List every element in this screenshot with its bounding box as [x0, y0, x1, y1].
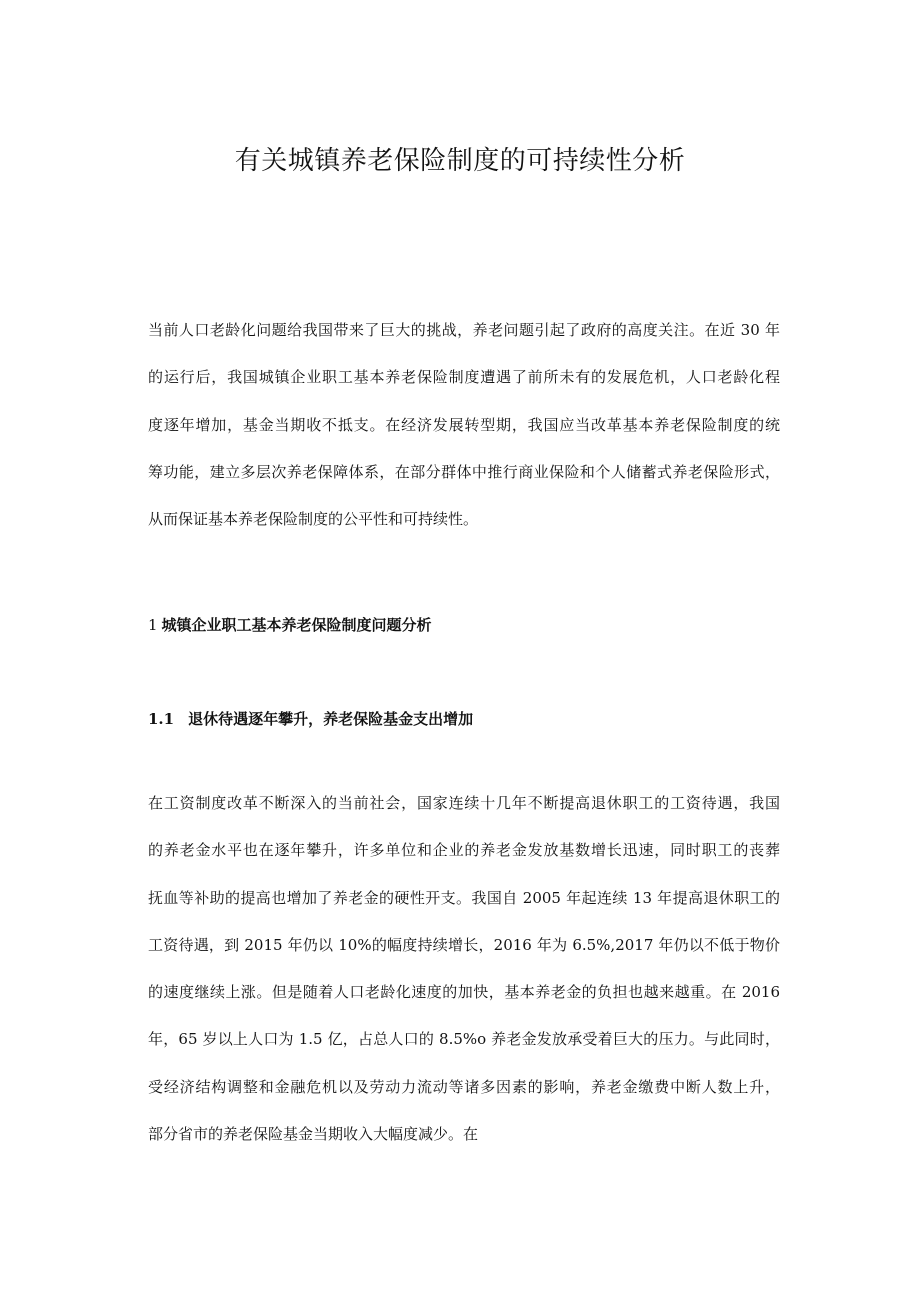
- body-paragraph: [148, 780, 780, 1158]
- subsection-title: 退休待遇逐年攀升，养老保险基金支出增加: [188, 710, 474, 728]
- text-line: 筹功能，建立多层次养老保障体系，在部分群体中推行商业保险和个人储蓄式养老保险形式，: [148, 462, 780, 481]
- text-line: 的速度继续上涨。但是随着人口老龄化速度的加快，基本养老金的负担也越来越重。在 2016: [148, 983, 780, 1002]
- text-line: 从而保证基本养老保险制度的公平性和可持续性。: [148, 510, 479, 529]
- intro-paragraph: [148, 307, 780, 543]
- subsection-number: 1.1: [148, 710, 175, 728]
- text-line: 度逐年增加，基金当期收不抵支。在经济发展转型期，我国应当改革基本养老保险制度的统: [148, 415, 780, 434]
- document-title: 有关城镇养老保险制度的可持续性分析: [234, 146, 686, 176]
- text-line: 受经济结构调整和金融危机以及劳动力流动等诸多因素的影响，养老金缴费中断人数上升，: [148, 1077, 780, 1096]
- text-line: 的养老金水平也在逐年攀升，许多单位和企业的养老金发放基数增长迅速，同时职工的丧葬: [148, 841, 780, 860]
- text-line: 部分省市的养老保险基金当期收入大幅度减少。在: [148, 1125, 479, 1144]
- text-line: 的运行后，我国城镇企业职工基本养老保险制度遭遇了前所未有的发展危机，人口老龄化程: [148, 368, 780, 387]
- text-line: 工资待遇，到 2015 年仍以 10%的幅度持续增长，2016 年为 6.5%,2017 年仍以不低于物价: [148, 935, 780, 954]
- section-number: 1: [148, 616, 158, 634]
- text-line: 在工资制度改革不断深入的当前社会，国家连续十几年不断提高退休职工的工资待遇，我国: [148, 794, 780, 812]
- text-line: 抚血等补助的提高也增加了养老金的硬性开支。我国自 2005 年起连续 13 年提高退休职工的: [148, 888, 780, 907]
- section-title: 城镇企业职工基本养老保险制度问题分析: [161, 616, 432, 634]
- section-heading: [148, 614, 432, 635]
- text-line: 当前人口老龄化问题给我国带来了巨大的挑战，养老问题引起了政府的高度关注。在近 30 年: [148, 321, 780, 339]
- text-line: 年，65 岁以上人口为 1.5 亿，占总人口的 8.5%o 养老金发放承受着巨大的压力。与此同时，: [148, 1030, 780, 1049]
- subsection-heading: [148, 708, 473, 729]
